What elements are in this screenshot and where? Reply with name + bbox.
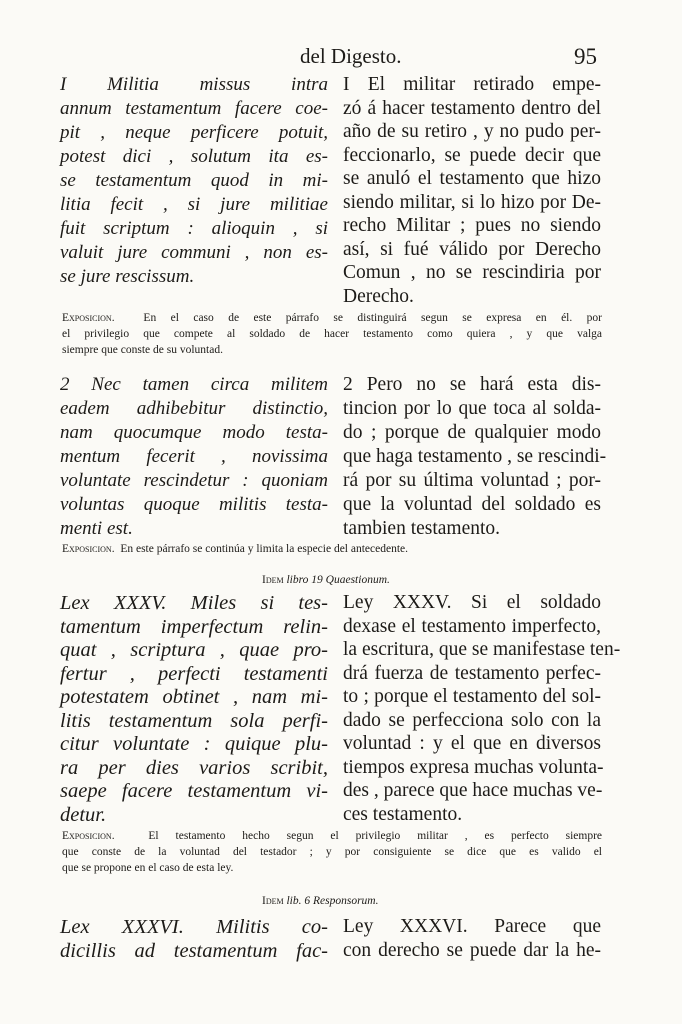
text-line: 2 Pero no se hará esta dis- — [343, 374, 601, 395]
text-line: ces testamento. — [343, 803, 463, 825]
text-line: do ; porque de qualquier modo — [343, 422, 601, 443]
source-author: Idem — [262, 574, 284, 586]
text-line: dado se perfecciona solo con la — [343, 709, 601, 731]
text-line: pit , neque perficere potuit, — [60, 122, 328, 143]
text-line: I Militia missus intra — [60, 74, 328, 95]
exposicion-text: En este párrafo se continúa y limita la especie del antecedente. — [120, 543, 409, 555]
text-line: voluntad : y el que en diversos — [343, 733, 601, 754]
source-citation-2 — [262, 895, 378, 907]
text-line: valuit jure communi , non es- — [60, 242, 328, 263]
text-line: Derecho. — [343, 285, 414, 307]
text-line: fuit scriptum : alioquin , si — [60, 218, 328, 239]
exposicion-label: Exposicion. — [62, 830, 115, 842]
text-line: Comun , no se rescindiria por — [343, 262, 601, 283]
text-line: así, si fué válido por Derecho — [343, 238, 601, 260]
text-line: recho Militar ; pues no siendo — [343, 215, 601, 236]
text-line: dicillis ad testamentum fac- — [60, 940, 328, 962]
exposicion-text: En el caso de este párrafo se distinguirá segun se expresa en él. por — [143, 312, 602, 324]
text-line: mentum fecerit , novissima — [60, 446, 328, 467]
exposicion-line — [62, 312, 602, 324]
text-line: fertur , perfecti testamenti — [60, 662, 328, 685]
text-line: potestatem obtinet , nam mi- — [60, 686, 328, 708]
text-line: tincion por lo que toca al solda- — [343, 398, 601, 419]
text-line: que la voluntad del soldado es — [343, 494, 601, 515]
exposicion-line: siempre que conste de su voluntad. — [62, 344, 223, 356]
text-line: tambien testamento. — [343, 518, 501, 539]
text-line: menti est. — [60, 518, 133, 539]
text-line: I El militar retirado empe- — [343, 74, 601, 95]
text-line: Lex XXXVI. Militis co- — [60, 916, 328, 938]
text-line: quat , scriptura , quae pro- — [60, 639, 328, 661]
text-line: citur voluntate : quique plu- — [60, 733, 328, 755]
running-title: del Digesto. — [300, 44, 402, 68]
exposicion-line — [62, 543, 602, 555]
text-line: dexase el testamento imperfecto, — [343, 615, 601, 637]
source-citation-1 — [262, 574, 390, 586]
text-line: Lex XXXV. Miles si tes- — [60, 592, 328, 614]
text-line: la escritura, que se manifestase ten- — [343, 639, 621, 660]
text-line: que haga testamento , se rescindi- — [343, 446, 607, 467]
exposicion-line: que se propone en el caso de esta ley. — [62, 862, 234, 874]
text-line: se testamentum quod in mi- — [60, 170, 328, 191]
exposicion-line: el privilegio que compete al soldado de hacer testamento como quiera , y que valga — [62, 328, 602, 340]
text-line: 2 Nec tamen circa militem — [60, 374, 328, 395]
text-line: rá por su última voluntad ; por- — [343, 470, 601, 491]
text-line: nam quocumque modo testa- — [60, 422, 328, 443]
text-line: zó á hacer testamento dentro del — [343, 97, 601, 119]
text-line: voluntas quoque militis testa- — [60, 494, 328, 515]
text-line: ra per dies varios scribit, — [60, 756, 328, 779]
text-line: litis testamentum sola perfi- — [60, 709, 328, 732]
text-line: litia fecit , si jure militiae — [60, 194, 328, 215]
text-line: Ley XXXVI. Parece que — [343, 916, 601, 937]
exposicion-label: Exposicion. — [62, 543, 115, 555]
page-number: 95 — [574, 44, 597, 69]
exposicion-line — [62, 830, 602, 842]
text-line: tamentum imperfectum relin- — [60, 615, 328, 638]
text-line: feccionarlo, se puede decir que — [343, 144, 601, 166]
text-line: Ley XXXV. Si el soldado — [343, 592, 601, 613]
text-line: se jure rescissum. — [60, 266, 195, 287]
source-work: libro 19 Quaestionum. — [286, 574, 390, 586]
text-line: drá fuerza de testamento perfec- — [343, 662, 601, 684]
text-line: des , parece que hace muchas ve- — [343, 780, 603, 801]
exposicion-label: Exposicion. — [62, 312, 115, 324]
source-author: Idem — [262, 895, 284, 907]
exposicion-text: El testamento hecho segun el privilegio militar , es perfecto siempre — [148, 830, 603, 842]
text-line: eadem adhibebitur distinctio, — [60, 398, 328, 419]
text-line: tiempos expresa muchas volunta- — [343, 756, 604, 778]
text-line: con derecho se puede dar la he- — [343, 940, 601, 961]
exposicion-line: que conste de la voluntad del testador ; y por consiguiente se dice que es valido el — [62, 846, 602, 858]
source-work: lib. 6 Responsorum. — [286, 895, 379, 907]
text-line: to ; porque el testamento del sol- — [343, 686, 601, 707]
text-line: potest dici , solutum ita es- — [60, 146, 328, 167]
running-header — [0, 44, 682, 74]
text-line: año de su retiro , y no pudo per- — [343, 121, 601, 142]
text-line: annum testamentum facere coe- — [60, 98, 328, 119]
text-line: se anuló el testamento que hizo — [343, 168, 601, 189]
text-line: detur. — [60, 803, 107, 826]
text-line: voluntate rescindetur : quoniam — [60, 470, 328, 491]
text-line: saepe facere testamentum vi- — [60, 780, 328, 802]
text-line: siendo militar, si lo hizo por De- — [343, 191, 601, 213]
